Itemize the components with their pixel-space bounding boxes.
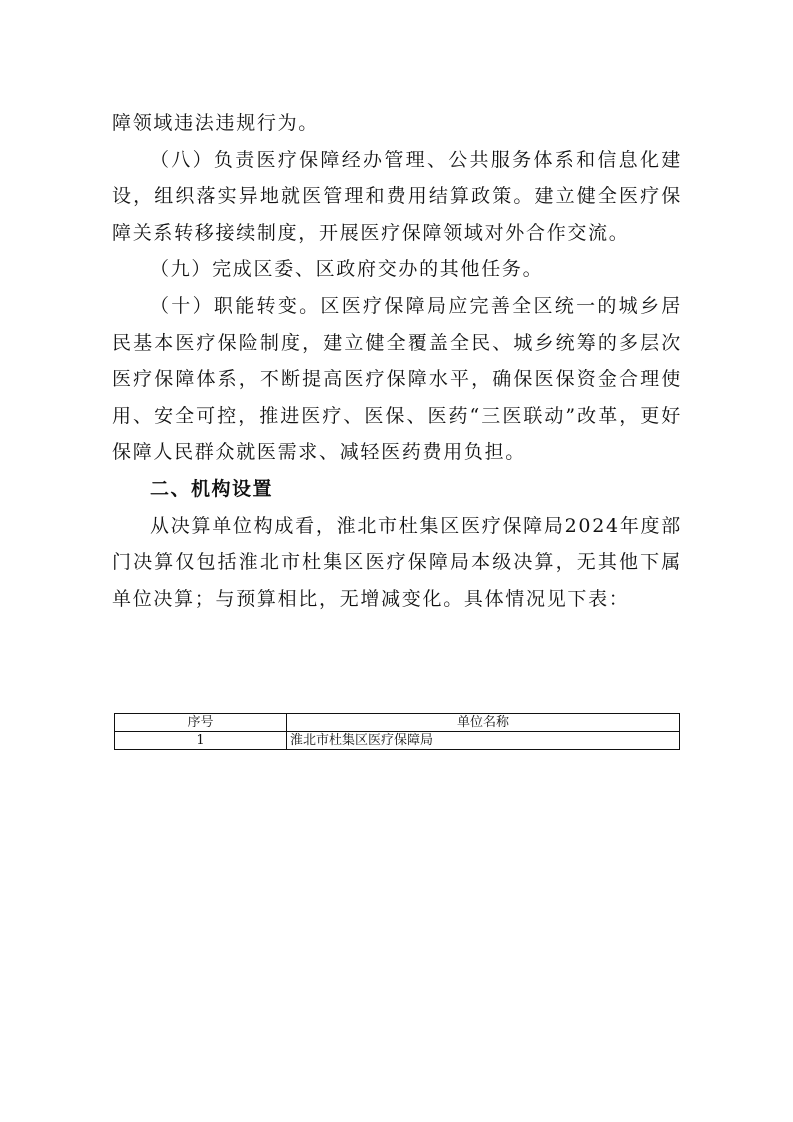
section-heading: 二、机构设置 (150, 477, 274, 500)
paragraph-continued: 障领域违法违规行为。 (112, 112, 320, 134)
header-serial-number: 序号 (115, 714, 287, 732)
section-body-paragraph: 从决算单位构成看，淮北市杜集区医疗保障局2024年度部门决算仅包括淮北市杜集区医疗保障局本级决算，无其他下属单位决算；与预算相比，无增减变化。具体情况见下表： (112, 514, 682, 610)
table-header-row (115, 714, 680, 732)
paragraph-item-10: （十）职能转变。区医疗保障局应完善全区统一的城乡居民基本医疗保险制度，建立健全覆盖全民、城乡统筹的多层次医疗保障体系，不断提高医疗保障水平，确保医保资金合理使用、安全可控，推进医疗、医保、医药“三医联动”改革，更好保障人民群众就医需求、减轻医药费用负担。 (112, 294, 682, 464)
header-unit-name: 单位名称 (287, 714, 680, 732)
document-body (112, 105, 682, 617)
paragraph-item-9: （九）完成区委、区政府交办的其他任务。 (150, 258, 544, 281)
table-row (115, 732, 680, 750)
cell-serial-number: 1 (115, 732, 287, 750)
unit-table (114, 713, 680, 750)
paragraph-item-8: （八）负责医疗保障经办管理、公共服务体系和信息化建设，组织落实异地就医管理和费用结算政策。建立健全医疗保障关系转移接续制度，开展医疗保障领域对外合作交流。 (112, 148, 682, 244)
cell-unit-name: 淮北市杜集区医疗保障局 (287, 732, 680, 750)
